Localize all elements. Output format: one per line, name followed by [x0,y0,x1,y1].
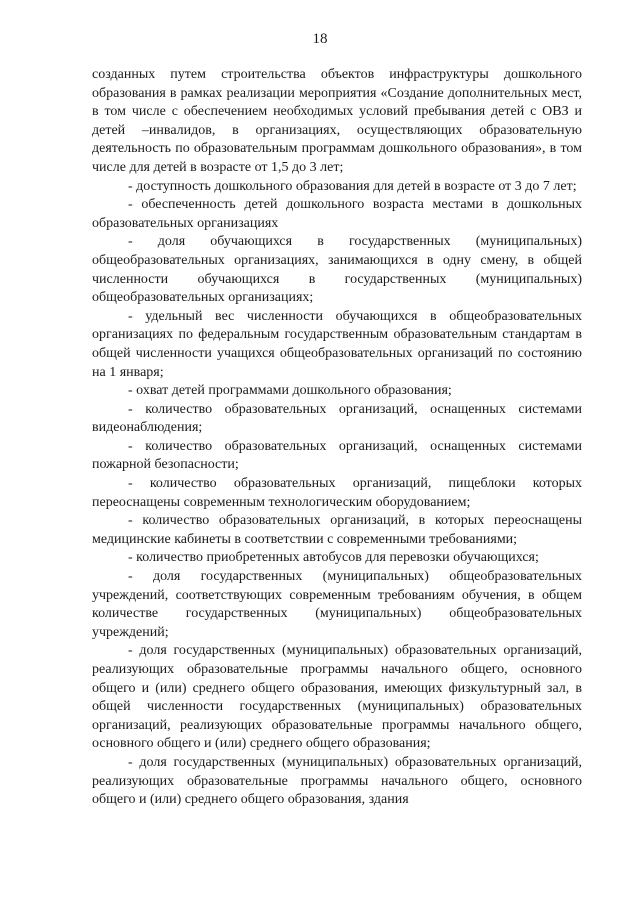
list-item-school-buses: - количество приобретенных автобусов для перевозки обучающихся; [128,550,539,566]
list-item-modern-requirements: - доля государственных (муниципальных) общеобразовательных учреждений, соответствующих современным требованиям обучения, в общем количестве государственных (муниципальных) общеобразовательных учреждений; [92,569,582,640]
list-item-catering-equipment: - количество образовательных организаций, пищеблоки которых переоснащены современным технологическим оборудованием; [92,476,582,510]
document-body [92,66,582,810]
list-item-single-shift-share: - доля обучающихся в государственных (муниципальных) общеобразовательных организациях, занимающихся в одну смену, в общей численности обучающихся в государственных (муниципальных) общеобразовательных организациях; [92,234,582,306]
list-item-preschool-accessibility: - доступность дошкольного образования для детей в возрасте от 3 до 7 лет; [128,178,577,194]
list-item-video-surveillance: - количество образовательных организаций, оснащенных системами видеонаблюдения; [92,401,582,436]
list-item-preschool-coverage: - охват детей программами дошкольного образования; [128,383,452,399]
paragraph-continuation: созданных путем строительства объектов инфраструктуры дошкольного образования в рамках реализации мероприятия «Создание дополнительных мест, в том числе с обеспечением необходимых условий пребывания детей с ОВЗ и детей –инвалидов, в организациях, осуществляющих образовательную деятельность по образовательным программам дошкольного образования», в том числе для детей в возрасте от 1,5 до 3 лет; [92,67,582,175]
list-item-buildings-share: - доля государственных (муниципальных) образовательных организаций, реализующих образовательные программы начального общего, основного общего и (или) среднего общего образования, здания [92,754,582,808]
list-item-medical-rooms: - количество образовательных организаций, в которых переоснащены медицинские кабинеты в соответствии с современными требованиями; [92,513,582,547]
list-item-fgos-share: - удельный вес численности обучающихся в общеобразовательных организациях по федеральным государственным образовательным стандартам в общей численности учащихся общеобразовательных организаций по состоянию на 1 января; [92,308,582,380]
page-number: 18 [312,31,328,47]
list-item-gym-share: - доля государственных (муниципальных) образовательных организаций, реализующих образовательные программы начального общего, основного общего и (или) среднего общего образования, имеющих физкультурный зал, в общей численности государственных (муниципальных) образовательных организаций, реализующих образовательные программы начального общего, основного общего и (или) среднего общего образования; [92,643,582,752]
list-item-preschool-places: - обеспеченность детей дошкольного возраста местами в дошкольных образовательных организациях [92,197,582,231]
list-item-fire-safety: - количество образовательных организаций, оснащенных системами пожарной безопасности; [92,438,582,473]
